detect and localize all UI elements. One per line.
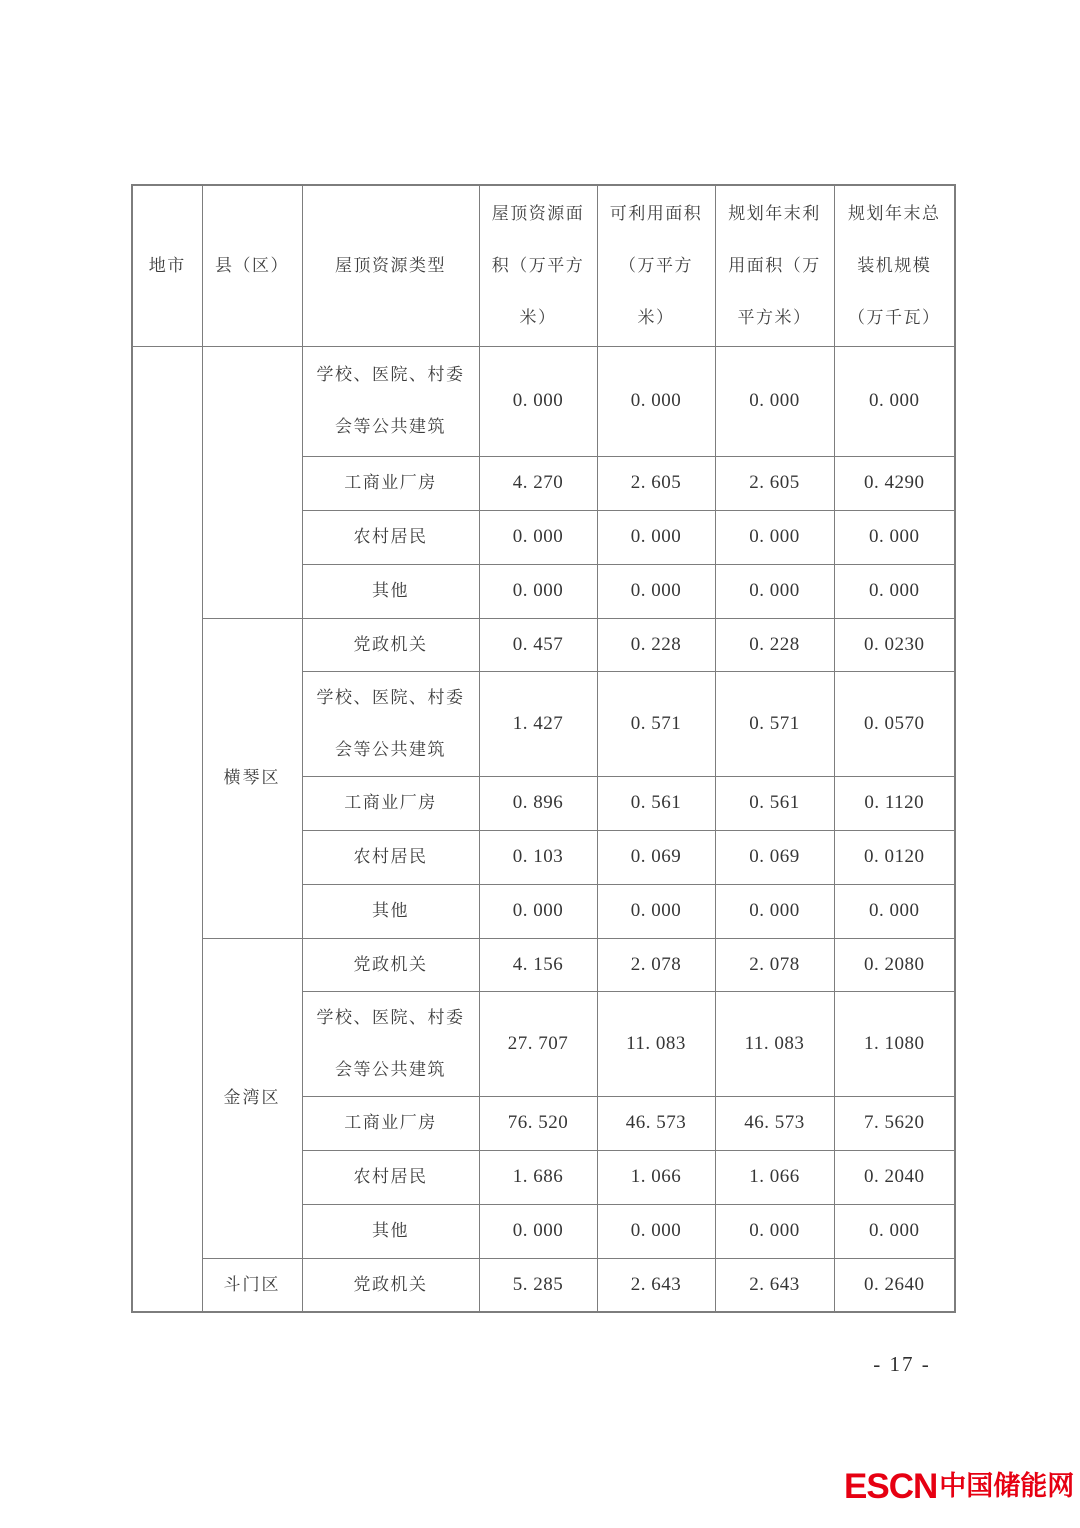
value-cell: 0. 000 — [834, 1204, 955, 1258]
value-cell: 2. 605 — [597, 456, 715, 510]
escn-logo — [844, 1468, 1074, 1504]
value-cell: 0. 000 — [597, 1204, 715, 1258]
type-cell: 学校、医院、村委会等公共建筑 — [302, 671, 479, 776]
value-cell: 76. 520 — [479, 1096, 597, 1150]
header-city: 地市 — [132, 185, 202, 346]
type-cell: 其他 — [302, 1204, 479, 1258]
rooftop-resources-table — [131, 184, 956, 1313]
value-cell: 0. 000 — [479, 1204, 597, 1258]
value-cell: 1. 686 — [479, 1150, 597, 1204]
type-cell: 党政机关 — [302, 1258, 479, 1312]
value-cell: 0. 000 — [597, 564, 715, 618]
type-cell: 农村居民 — [302, 510, 479, 564]
value-cell: 0. 000 — [715, 346, 834, 456]
value-cell: 2. 643 — [715, 1258, 834, 1312]
value-cell: 0. 571 — [597, 671, 715, 776]
value-cell: 5. 285 — [479, 1258, 597, 1312]
district-cell: 横琴区 — [202, 618, 302, 938]
city-cell — [132, 346, 202, 1312]
value-cell: 2. 605 — [715, 456, 834, 510]
value-cell: 0. 2080 — [834, 938, 955, 991]
value-cell: 0. 000 — [715, 1204, 834, 1258]
header-usable-area: 可利用面积（万平方米） — [597, 185, 715, 346]
type-cell: 工商业厂房 — [302, 456, 479, 510]
page-number: - 17 - — [873, 1352, 931, 1376]
value-cell: 0. 2040 — [834, 1150, 955, 1204]
table-row — [132, 938, 955, 991]
value-cell: 0. 4290 — [834, 456, 955, 510]
escn-logo-latin: ESCN — [844, 1466, 938, 1506]
value-cell: 46. 573 — [715, 1096, 834, 1150]
value-cell: 0. 000 — [834, 510, 955, 564]
district-cell: 金湾区 — [202, 938, 302, 1258]
table-row — [132, 618, 955, 671]
type-cell: 学校、医院、村委会等公共建筑 — [302, 346, 479, 456]
value-cell: 0. 000 — [715, 884, 834, 938]
value-cell: 11. 083 — [715, 991, 834, 1096]
escn-logo-chinese: 中国储能网 — [939, 1470, 1075, 1501]
type-cell: 工商业厂房 — [302, 776, 479, 830]
type-cell: 其他 — [302, 884, 479, 938]
value-cell: 0. 0230 — [834, 618, 955, 671]
value-cell: 46. 573 — [597, 1096, 715, 1150]
value-cell: 0. 103 — [479, 830, 597, 884]
type-cell: 学校、医院、村委会等公共建筑 — [302, 991, 479, 1096]
table-row — [132, 1258, 955, 1312]
value-cell: 0. 228 — [715, 618, 834, 671]
value-cell: 0. 561 — [597, 776, 715, 830]
district-cell: 斗门区 — [202, 1258, 302, 1312]
value-cell: 0. 000 — [715, 564, 834, 618]
type-cell: 党政机关 — [302, 618, 479, 671]
type-cell: 农村居民 — [302, 830, 479, 884]
value-cell: 2. 078 — [597, 938, 715, 991]
type-cell: 党政机关 — [302, 938, 479, 991]
header-district: 县（区） — [202, 185, 302, 346]
value-cell: 0. 069 — [597, 830, 715, 884]
value-cell: 1. 066 — [715, 1150, 834, 1204]
value-cell: 0. 457 — [479, 618, 597, 671]
value-cell: 1. 1080 — [834, 991, 955, 1096]
value-cell: 0. 000 — [834, 884, 955, 938]
value-cell: 0. 000 — [834, 346, 955, 456]
value-cell: 0. 000 — [597, 510, 715, 564]
value-cell: 0. 896 — [479, 776, 597, 830]
value-cell: 0. 000 — [834, 564, 955, 618]
value-cell: 2. 643 — [597, 1258, 715, 1312]
value-cell: 2. 078 — [715, 938, 834, 991]
header-planned-used-area: 规划年末利用面积（万平方米） — [715, 185, 834, 346]
value-cell: 27. 707 — [479, 991, 597, 1096]
type-cell: 工商业厂房 — [302, 1096, 479, 1150]
value-cell: 1. 066 — [597, 1150, 715, 1204]
table-header-row — [132, 185, 955, 346]
value-cell: 0. 000 — [479, 564, 597, 618]
value-cell: 0. 561 — [715, 776, 834, 830]
value-cell: 0. 000 — [479, 510, 597, 564]
header-planned-capacity: 规划年末总装机规模（万千瓦） — [834, 185, 955, 346]
header-roof-type: 屋顶资源类型 — [302, 185, 479, 346]
value-cell: 11. 083 — [597, 991, 715, 1096]
value-cell: 0. 571 — [715, 671, 834, 776]
table-row — [132, 346, 955, 456]
value-cell: 0. 1120 — [834, 776, 955, 830]
value-cell: 0. 000 — [597, 884, 715, 938]
value-cell: 0. 000 — [715, 510, 834, 564]
value-cell: 0. 228 — [597, 618, 715, 671]
type-cell: 其他 — [302, 564, 479, 618]
district-cell — [202, 346, 302, 618]
value-cell: 0. 000 — [597, 346, 715, 456]
value-cell: 0. 2640 — [834, 1258, 955, 1312]
value-cell: 7. 5620 — [834, 1096, 955, 1150]
value-cell: 1. 427 — [479, 671, 597, 776]
value-cell: 0. 0570 — [834, 671, 955, 776]
type-cell: 农村居民 — [302, 1150, 479, 1204]
value-cell: 0. 000 — [479, 884, 597, 938]
value-cell: 0. 000 — [479, 346, 597, 456]
header-roof-area: 屋顶资源面积（万平方米） — [479, 185, 597, 346]
value-cell: 4. 156 — [479, 938, 597, 991]
value-cell: 0. 0120 — [834, 830, 955, 884]
value-cell: 0. 069 — [715, 830, 834, 884]
value-cell: 4. 270 — [479, 456, 597, 510]
